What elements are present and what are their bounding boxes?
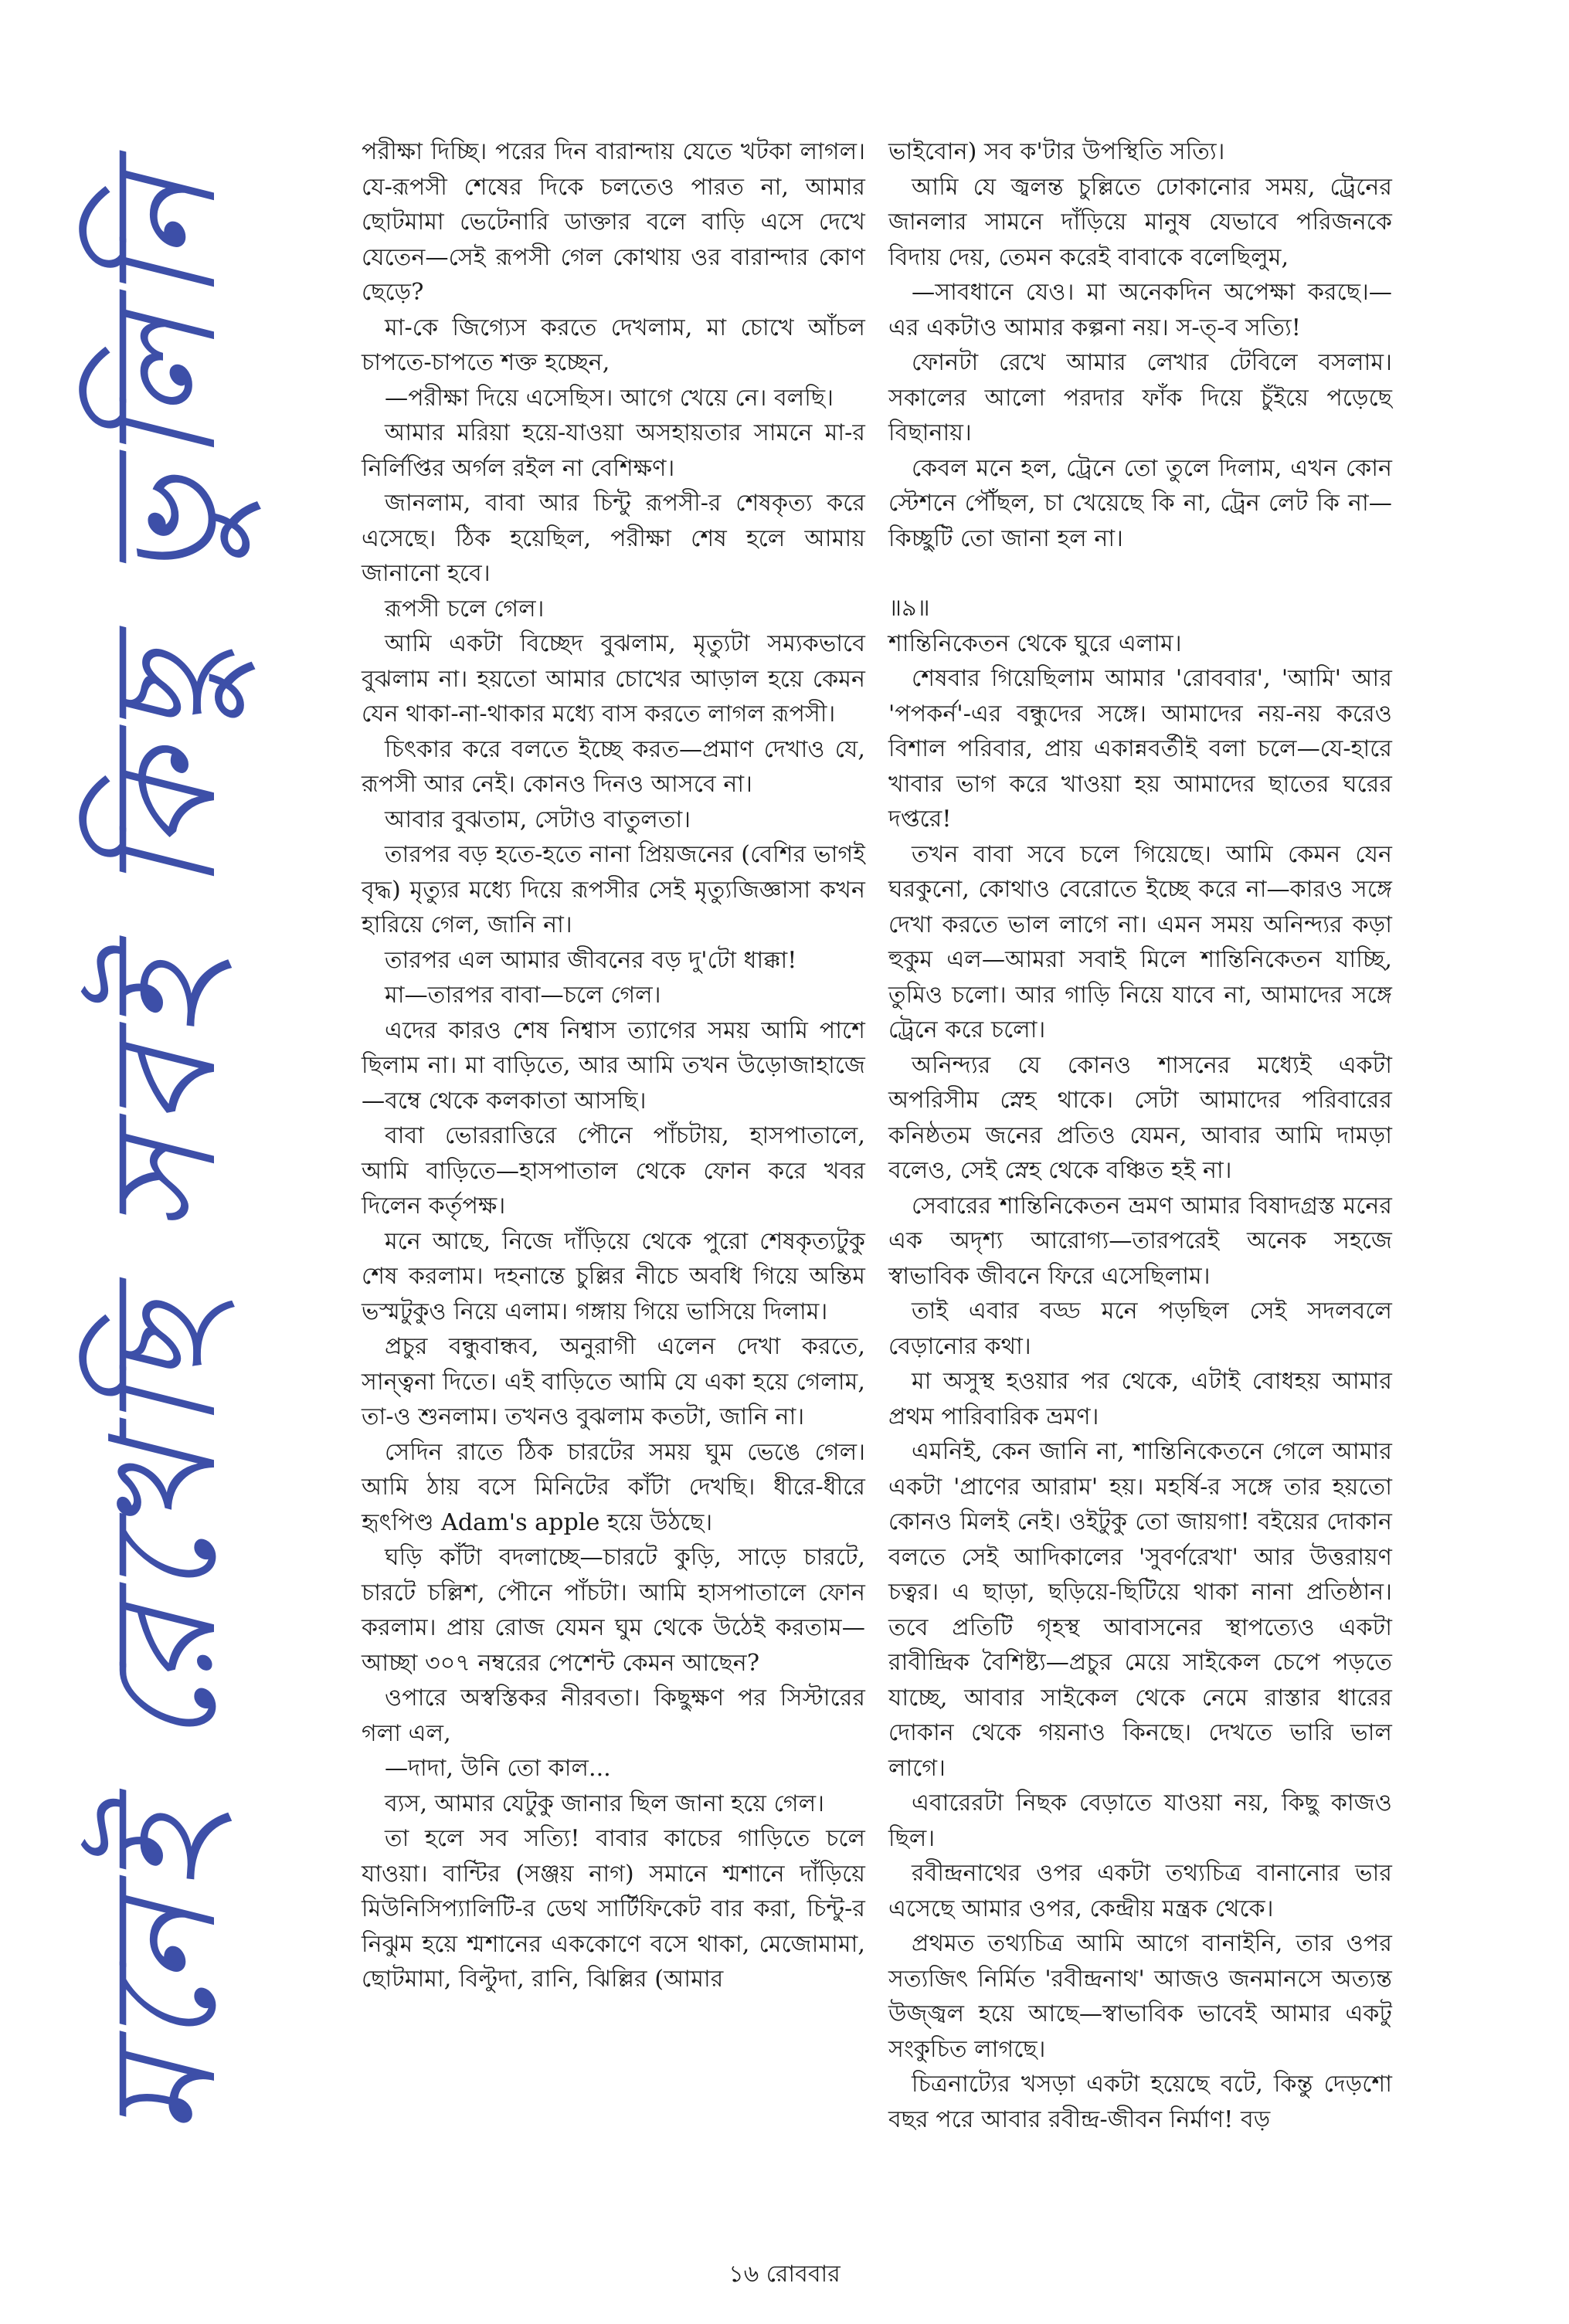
- section-number: ॥৯॥: [888, 595, 930, 622]
- left-column: [362, 134, 865, 1997]
- paragraph: কেবল মনে হল, ট্রেনে তো তুলে দিলাম, এখন কোন স্টেশনে পৌঁছল, চা খেয়েছে কি না, ট্রেন লেট কি না—কিচ্ছুটি তো জানা হল না।: [888, 454, 1392, 552]
- paragraph: মনে আছে, নিজে দাঁড়িয়ে থেকে পুরো শেষকৃত্যটুকু শেষ করলাম। দহনান্তে চুল্লির নীচে অবধি গিয়ে অন্তিম ভস্মটুকুও নিয়ে এলাম। গঙ্গায় গিয়ে ভাসিয়ে দিলাম।: [362, 1227, 865, 1325]
- paragraph: —সাবধানে যেও। মা অনেকদিন অপেক্ষা করছে।—এর একটাও আমার কল্পনা নয়। স-ত্-ব সত্যি!: [888, 279, 1392, 341]
- paragraph: আমি একটা বিচ্ছেদ বুঝলাম, মৃত্যুটা সম্যকভাবে বুঝলাম না। হয়তো আমার চোখের আড়াল হয়ে কেমন যেন থাকা-না-থাকার মধ্যে বাস করতে লাগল রূপসী।: [362, 630, 865, 728]
- paragraph: এমনিই, কেন জানি না, শান্তিনিকেতনে গেলে আমার একটা 'প্রাণের আরাম' হয়। মহর্ষি-র সঙ্গে তার হয়তো কোনও মিলই নেই। ওইটুকু তো জায়গা! বইয়ের দোকান বলতে সেই আদিকালের 'সুবর্ণরেখা' আর উত্তরায়ণ চত্বর। এ ছাড়া, ছড়িয়ে-ছিটিয়ে থাকা নানা প্রতিষ্ঠান। তবে প্রতিটি গৃহস্থ আবাসনের স্থাপত্যেও একটা রাবীন্দ্রিক বৈশিষ্ট্য—প্রচুর মেয়ে সাইকেল চেপে পড়তে যাচ্ছে, আবার সাইকেল থেকে নেমে রাস্তার ধারের দোকান থেকে গয়নাও কিনছে। দেখতে ভারি ভাল লাগে।: [888, 1438, 1392, 1782]
- paragraph: মা-কে জিগ্যেস করতে দেখলাম, মা চোখে আঁচল চাপতে-চাপতে শক্ত হচ্ছেন,: [362, 314, 865, 376]
- paragraph: সেদিন রাতে ঠিক চারটের সময় ঘুম ভেঙে গেল। আমি ঠায় বসে মিনিটের কাঁটা দেখছি। ধীরে-ধীরে হৃৎপিণ্ড Adam's apple হয়ে উঠছে।: [362, 1438, 865, 1536]
- vertical-calligraphy-title: [73, 116, 274, 2186]
- paragraph: রবীন্দ্রনাথের ওপর একটা তথ্যচিত্র বানানোর ভার এসেছে আমার ওপর, কেন্দ্রীয় মন্ত্রক থেকে।: [888, 1860, 1392, 1922]
- paragraph: চিৎকার করে বলতে ইচ্ছে করত—প্রমাণ দেখাও যে, রূপসী আর নেই। কোনও দিনও আসবে না।: [362, 735, 865, 798]
- paragraph: —দাদা, উনি তো কাল...: [385, 1755, 611, 1782]
- paragraph: তা হলে সব সত্যি! বাবার কাচের গাড়িতে চলে যাওয়া। বান্টির (সঞ্জয় নাগ) সমানে শ্মশানে দাঁড়িয়ে মিউনিসিপ্যালিটি-র ডেথ সার্টিফিকেট বার করা, চিন্টু-র নিঝুম হয়ে শ্মশানের এককোণে বসে থাকা, মেজোমামা, ছোটমামা, বিল্টুদা, রানি, ঝিল্লির (আমার: [362, 1825, 865, 1993]
- paragraph: আমার মরিয়া হয়ে-যাওয়া অসহায়তার সামনে মা-র নির্লিপ্তির অর্গল রইল না বেশিক্ষণ।: [362, 419, 865, 482]
- paragraph: জানলাম, বাবা আর চিন্টু রূপসী-র শেষকৃত্য করে এসেছে। ঠিক হয়েছিল, পরীক্ষা শেষ হলে আমায় জানানো হবে।: [362, 490, 865, 587]
- paragraph: —পরীক্ষা দিয়ে এসেছিস। আগে খেয়ে নে। বলছি।: [385, 384, 834, 412]
- title-text: মনেই রেখেছি সবই কিছু ভুলিনি: [80, 165, 249, 2137]
- paragraph: আমি যে জ্বলন্ত চুল্লিতে ঢোকানোর সময়, ট্রেনের জানলার সামনে দাঁড়িয়ে মানুষ যেভাবে পরিজনকে বিদায় দেয়, তেমন করেই বাবাকে বলেছিলুম,: [888, 173, 1392, 271]
- paragraph: রূপসী চলে গেল।: [385, 595, 545, 623]
- right-column: [888, 134, 1392, 2137]
- paragraph: ঘড়ি কাঁটা বদলাচ্ছে—চারটে কুড়ি, সাড়ে চারটে, চারটে চল্লিশ, পৌনে পাঁচটা। আমি হাসপাতালে ফোন করলাম। প্রায় রোজ যেমন ঘুম থেকে উঠেই করতাম—আচ্ছা ৩০৭ নম্বরের পেশেন্ট কেমন আছেন?: [362, 1544, 865, 1677]
- paragraph: এদের কারও শেষ নিশ্বাস ত্যাগের সময় আমি পাশে ছিলাম না। মা বাড়িতে, আর আমি তখন উড়োজাহাজে—বম্বে থেকে কলকাতা আসছি।: [362, 1016, 865, 1115]
- paragraph: তখন বাবা সবে চলে গিয়েছে। আমি কেমন যেন ঘরকুনো, কোথাও বেরোতে ইচ্ছে করে না—কারও সঙ্গে দেখা করতে ভাল লাগে না। এমন সময় অনিন্দ্যর কড়া হুকুম এল—আমরা সবাই মিলে শান্তিনিকেতন যাচ্ছি, তুমিও চলো। আর গাড়ি নিয়ে যাবে না, আমাদের সঙ্গে ট্রেনে করে চলো।: [888, 840, 1392, 1043]
- paragraph: তারপর এল আমার জীবনের বড় দু'টো ধাক্কা!: [385, 946, 797, 974]
- paragraph: প্রচুর বন্ধুবান্ধব, অনুরাগী এলেন দেখা করতে, সান্ত্বনা দিতে। এই বাড়িতে আমি যে একা হয়ে গেলাম, তা-ও শুনলাম। তখনও বুঝলাম কতটা, জানি না।: [362, 1333, 865, 1430]
- paragraph: ব্যস, আমার যেটুকু জানার ছিল জানা হয়ে গেল।: [385, 1790, 824, 1817]
- paragraph: প্রথমত তথ্যচিত্র আমি আগে বানাইনি, তার ওপর সত্যজিৎ নির্মিত 'রবীন্দ্রনাথ' আজও জনমানসে অত্যন্ত উজ্জ্বল হয়ে আছে—স্বাভাবিক ভাবেই আমার একটু সংকুচিত লাগছে।: [888, 1930, 1392, 2063]
- paragraph: ফোনটা রেখে আমার লেখার টেবিলে বসলাম। সকালের আলো পরদার ফাঁক দিয়ে চুঁইয়ে পড়েছে বিছানায়।: [888, 349, 1392, 446]
- paragraph: বাবা ভোররাত্তিরে পৌনে পাঁচটায়, হাসপাতালে, আমি বাড়িতে—হাসপাতাল থেকে ফোন করে খবর দিলেন কর্তৃপক্ষ।: [362, 1122, 865, 1220]
- paragraph: মা—তারপর বাবা—চলে গেল।: [385, 982, 661, 1009]
- paragraph: চিত্রনাট্যের খসড়া একটা হয়েছে বটে, কিন্তু দেড়শো বছর পরে আবার রবীন্দ্র-জীবন নির্মাণ! বড়: [888, 2071, 1392, 2133]
- paragraph: শান্তিনিকেতন থেকে ঘুরে এলাম।: [888, 629, 1182, 657]
- paragraph: ভাইবোন) সব ক'টার উপস্থিতি সত্যি।: [888, 138, 1225, 165]
- paragraph: শেষবার গিয়েছিলাম আমার 'রোববার', 'আমি' আর 'পপকর্ন'-এর বন্ধুদের সঙ্গে। আমাদের নয়-নয় করেও বিশাল পরিবার, প্রায় একান্নবর্তীই বলা চলে—যে-হারে খাবার ভাগ করে খাওয়া হয় আমাদের ছাতের ঘরের দপ্তরে!: [888, 665, 1392, 833]
- paragraph: তাই এবার বড্ড মনে পড়ছিল সেই সদলবলে বেড়ানোর কথা।: [888, 1298, 1392, 1360]
- page-folio: ১৬ রোববার: [728, 2261, 841, 2288]
- paragraph: পরীক্ষা দিচ্ছি। পরের দিন বারান্দায় যেতে খটকা লাগল। যে-রূপসী শেষের দিকে চলতেও পারত না, আমার ছোটমামা ভেটেনারি ডাক্তার বলে বাড়ি এসে দেখে যেতেন—সেই রূপসী গেল কোথায় ওর বারান্দার কোণ ছেড়ে?: [362, 138, 865, 306]
- paragraph: এবারেরটা নিছক বেড়াতে যাওয়া নয়, কিছু কাজও ছিল।: [888, 1790, 1392, 1852]
- paragraph: অনিন্দ্যর যে কোনও শাসনের মধ্যেই একটা অপরিসীম স্নেহ থাকে। সেটা আমাদের পরিবারের কনিষ্ঠতম জনের প্রতিও যেমন, আবার আমি দামড়া বলেও, সেই স্নেহ থেকে বঞ্চিত হই না।: [888, 1051, 1392, 1184]
- paragraph: সেবারের শান্তিনিকেতন ভ্রমণ আমার বিষাদগ্রস্ত মনের এক অদৃশ্য আরোগ্য—তারপরেই অনেক সহজে স্বাভাবিক জীবনে ফিরে এসেছিলাম।: [888, 1192, 1392, 1290]
- paragraph: আবার বুঝতাম, সেটাও বাতুলতা।: [385, 806, 691, 833]
- paragraph: ওপারে অস্বস্তিকর নীরবতা। কিছুক্ষণ পর সিস্টারের গলা এল,: [362, 1684, 865, 1747]
- paragraph: তারপর বড় হতে-হতে নানা প্রিয়জনের (বেশির ভাগই বৃদ্ধ) মৃত্যুর মধ্যে দিয়ে রূপসীর সেই মৃত্যুজিজ্ঞাসা কখন হারিয়ে গেল, জানি না।: [362, 841, 865, 938]
- paragraph: মা অসুস্থ হওয়ার পর থেকে, এটাই বোধহয় আমার প্রথম পারিবারিক ভ্রমণ।: [888, 1368, 1392, 1430]
